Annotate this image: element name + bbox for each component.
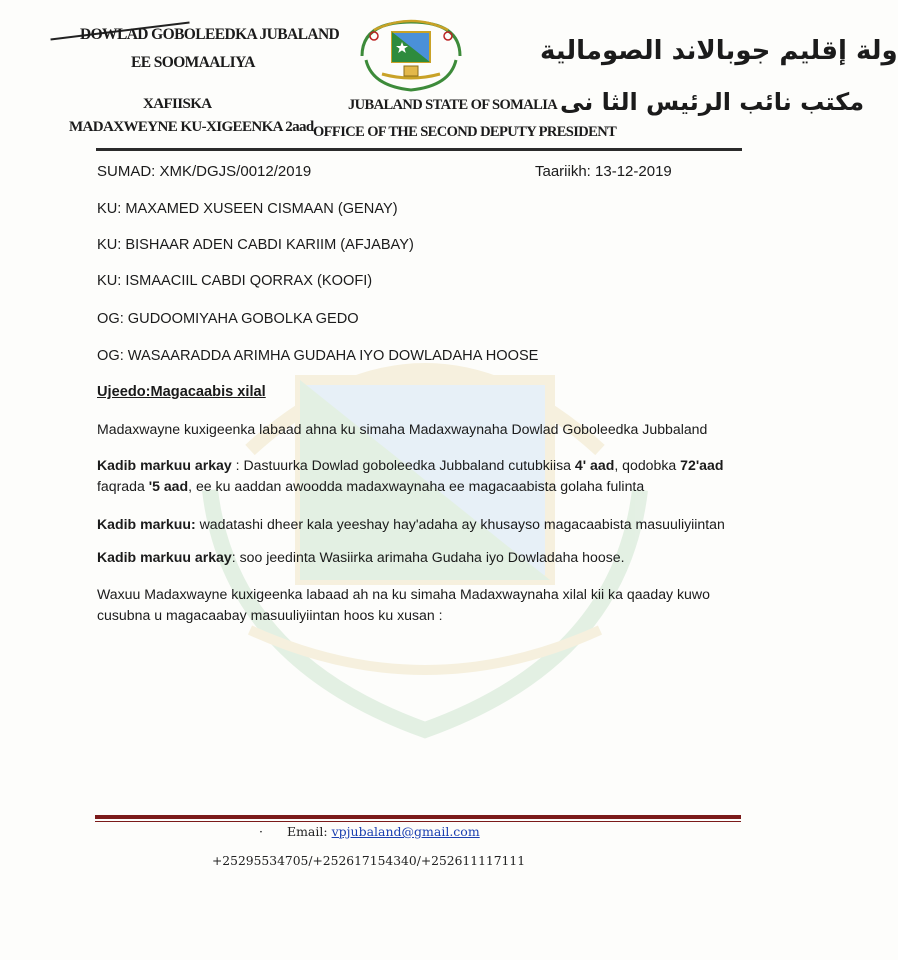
article-ref: 4' aad bbox=[574, 457, 615, 473]
paragraph-1-text-d: , ee ku aaddan awoodda madaxwaynaha ee magacaabista golaha fulinta bbox=[188, 478, 645, 494]
header-state-name: DOWLAD GOBOLEEDKA JUBALAND bbox=[80, 26, 340, 43]
paragraph-1-text-c: faqrada bbox=[97, 478, 149, 494]
paragraph-2-text: wadatashi dheer kala yeeshay hay'adaha ay khusayso magacaabista masuuliyiintan bbox=[195, 516, 725, 532]
reference-number: SUMAD: XMK/DGJS/0012/2019 bbox=[97, 163, 312, 180]
footer-rule-thin bbox=[95, 821, 741, 822]
footer-email-row bbox=[259, 824, 480, 839]
header-divider bbox=[96, 148, 742, 151]
closing-line-1: Waxuu Madaxwayne kuxigeenka labaad ah na ku simaha Madaxwaynaha xilal kii ka qaaday kuwo bbox=[97, 586, 710, 602]
recipient-3: KU: ISMAACIIL CABDI QORRAX (KOOFI) bbox=[97, 273, 373, 289]
recipient-2: KU: BISHAAR ADEN CABDI KARIIM (AFJABAY) bbox=[97, 237, 414, 253]
header-office-english: OFFICE OF THE SECOND DEPUTY PRESIDENT bbox=[313, 124, 617, 140]
email-link[interactable]: vpjubaland@gmail.com bbox=[331, 824, 480, 839]
paragraph-1-line-2 bbox=[97, 478, 644, 494]
recipient-1: KU: MAXAMED XUSEEN CISMAAN (GENAY) bbox=[97, 201, 398, 217]
header-office-title: MADAXWEYNE KU-XIGEENKA 2aad bbox=[69, 119, 314, 135]
section-ref: 72'aad bbox=[680, 457, 724, 473]
paragraph-2-label: Kadib markuu: bbox=[97, 516, 196, 532]
header-arabic-state: ولة إقليم جوبالاند الصومالية bbox=[540, 36, 898, 66]
header-country: EE SOOMAALIYA bbox=[131, 54, 255, 71]
closing-line-2: cusubna u magacaabay masuuliyiintan hoos ku xusan : bbox=[97, 607, 443, 623]
intro-paragraph: Madaxwayne kuxigeenka labaad ahna ku simaha Madaxwaynaha Dowlad Goboleedka Jubbaland bbox=[97, 421, 708, 437]
footer-rule-thick bbox=[95, 815, 741, 819]
cc-1: OG: GUDOOMIYAHA GOBOLKA GEDO bbox=[97, 311, 359, 327]
paragraph-3-label: Kadib markuu arkay bbox=[97, 549, 232, 565]
letter-date: Taariikh: 13-12-2019 bbox=[535, 163, 672, 180]
email-label: Email: bbox=[286, 824, 328, 839]
paragraph-3-text: : soo jeedinta Wasiirka arimaha Gudaha iyo Dowladaha hoose. bbox=[231, 549, 625, 565]
paragraph-1-text-b: , qodobka bbox=[614, 457, 681, 473]
paragraph-1-text-a: : Dastuurka Dowlad goboleedka Jubbaland cutubkiisa bbox=[231, 457, 575, 473]
paragraph-3 bbox=[97, 549, 625, 565]
footer-phones: +25295534705/+252617154340/+252611117111 bbox=[212, 854, 526, 868]
footer-bullet: · bbox=[259, 824, 263, 839]
clause-ref: '5 aad bbox=[148, 478, 189, 494]
header-office-label: XAFIISKA bbox=[143, 96, 212, 112]
subject-line: Ujeedo:Magacaabis xilal bbox=[97, 384, 266, 400]
paragraph-1-label: Kadib markuu arkay bbox=[97, 457, 232, 473]
paragraph-2 bbox=[97, 516, 725, 532]
cc-2: OG: WASAARADDA ARIMHA GUDAHA IYO DOWLADAHA HOOSE bbox=[97, 348, 539, 364]
paragraph-1-line-1 bbox=[97, 457, 723, 473]
header-arabic-office: مكتب نائب الرئيس الثا نى bbox=[560, 88, 865, 116]
jubaland-emblem bbox=[352, 16, 470, 94]
header-state-english: JUBALAND STATE OF SOMALIA bbox=[348, 97, 558, 113]
